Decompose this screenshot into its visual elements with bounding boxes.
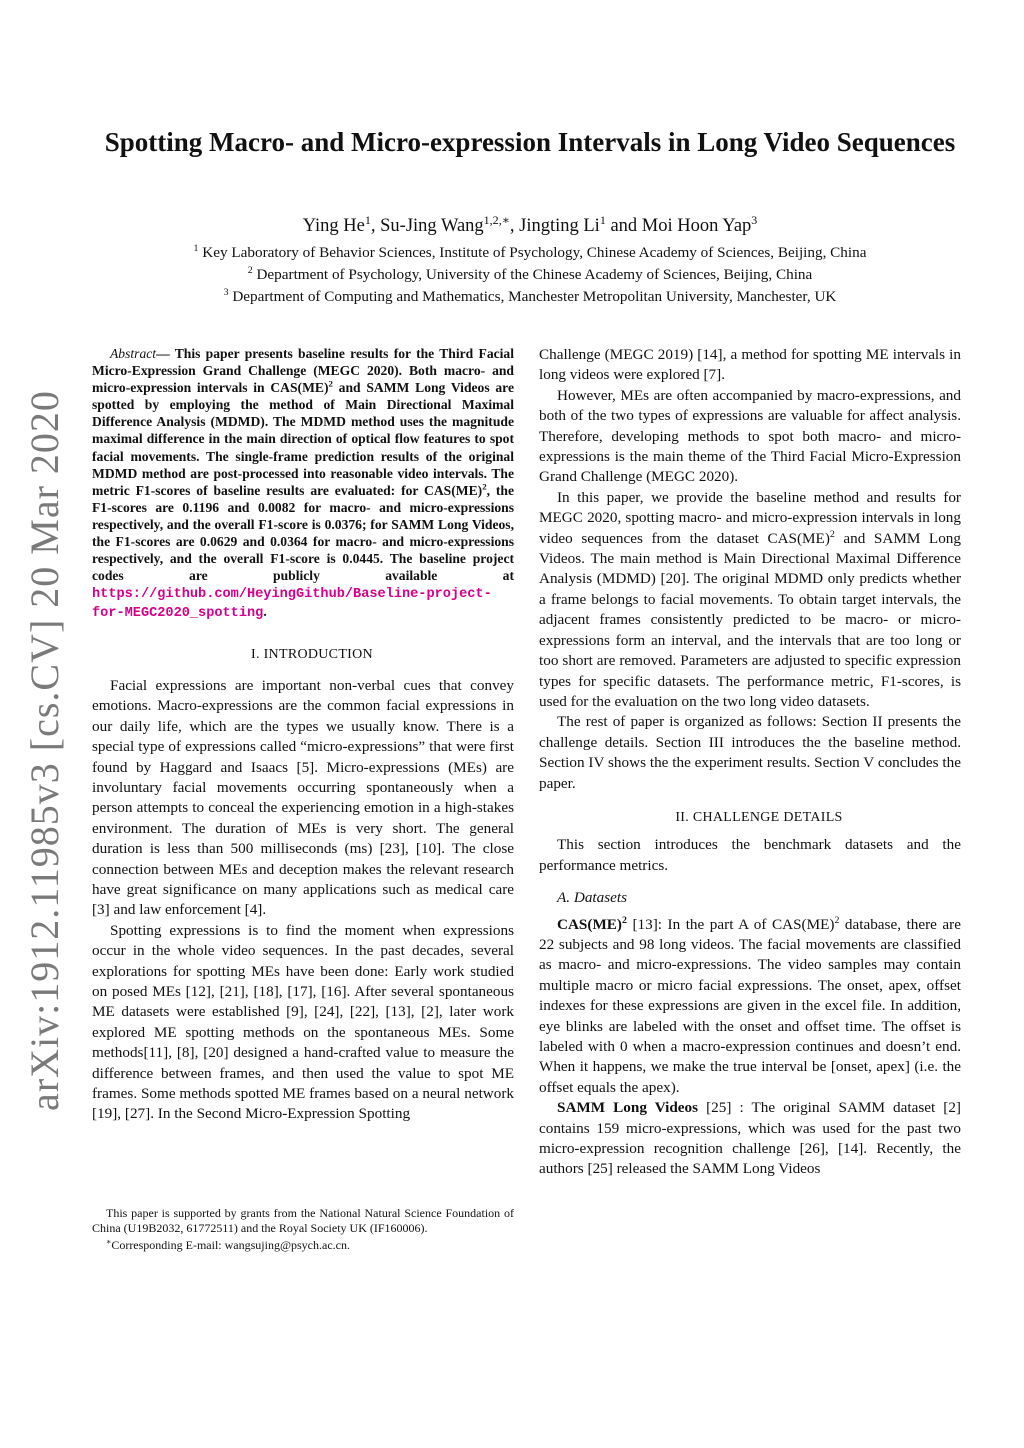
- right-column: [539, 345, 961, 1180]
- author-name: Jingting Li: [519, 216, 600, 236]
- abstract-sup: 2: [328, 378, 333, 389]
- right-paragraph-2: However, MEs are often accompanied by macro-expressions, and both of the two types of expressions are valuable for affect analysis. Therefore, developing methods to spot both macro- and micro-expressions is the main theme of the Third Facial Micro-Expression Grand Challenge (MEGC 2020).: [539, 386, 961, 486]
- affiliation-text: Department of Computing and Mathematics, Manchester Metropolitan University, Manchester, UK: [228, 288, 837, 305]
- affiliation-mark: 1: [193, 242, 199, 254]
- paragraph-sup: 2: [834, 914, 840, 926]
- paragraph-text: [13]: In the part A of CAS(ME): [626, 915, 835, 933]
- affiliation-text: Department of Psychology, University of the Chinese Academy of Sciences, Beijing, China: [252, 266, 813, 283]
- arxiv-sidebar: [4, 389, 84, 1111]
- section-heading-introduction: I. INTRODUCTION: [251, 646, 373, 662]
- footnote-mark: ∗: [106, 1237, 112, 1246]
- cas-paragraph: [539, 915, 961, 1099]
- abstract-text: and SAMM Long Videos are spotted by employing the method of Main Directional Maximal Difference Analysis (MDMD). The MDMD method uses the magnitude maximal difference in the main direction of optical flow features to spot facial movements. The single-frame prediction results of the original MDMD method are post-processed into reasonable video intervals. The metric F1-scores of baseline results are evaluated: for CAS(ME): [92, 380, 514, 498]
- affiliation-line: [100, 242, 960, 264]
- paragraph-text: database, there are 22 subjects and 98 long videos. The facial movements are classified as macro- and micro-expressions. The video samples may contain multiple macro or micro facial expressions. The onset, apex, offset indexes for these expressions are given in the excel file. In addition, eye blinks are labeled with the onset and offset time. The offset is labeled with 0 when a macro-expression continues and doesn’t end. When it happens, we make the true interval be [onset, apex] (i.e. the offset equals the apex).: [539, 915, 961, 1096]
- abstract-sup: 2: [482, 481, 487, 492]
- paper-title: Spotting Macro- and Micro-expression Intervals in Long Video Sequences: [104, 127, 956, 157]
- challenge-paragraph: This section introduces the benchmark datasets and the performance metrics.: [539, 836, 961, 874]
- affiliation-text: Key Laboratory of Behavior Sciences, Institute of Psychology, Chinese Academy of Sciences, Beijing, China: [198, 244, 867, 261]
- cas-label-text: CAS(ME): [557, 915, 622, 933]
- author-name: Su-Jing Wang: [380, 216, 484, 236]
- author-affil-mark: 1: [599, 212, 606, 227]
- abstract-label: Abstract: [110, 346, 157, 361]
- abstract-dash: —: [156, 346, 175, 361]
- intro-paragraph-1: Facial expressions are important non-verbal cues that convey emotions. Macro-expressions are the common facial expressions in our daily life, which are the types we usually know. There is a special type of expressions called “micro-expressions” that were first found by Haggard and Isaacs [5]. Micro-expressions (MEs) are involuntary facial movements occurring spontaneously when a person attempts to conceal the experiencing emotion in a high-stakes environment. The duration of MEs is very short. The general duration is less than 500 milliseconds (ms) [23], [10]. The close connection between MEs and deception makes the relevant research have great significance on many applications such as medical care [3] and law enforcement [4].: [92, 676, 514, 919]
- paragraph-text: [25] : The original SAMM dataset [2] contains 159 micro-expressions, which was used for the past two micro-expression recognition challenge [26], [14]. Recently, the authors [25] released the SAMM Long Videos: [539, 1099, 961, 1178]
- github-link[interactable]: https://github.com/HeyingGithub/Baseline-project-for-MEGC2020_spotting: [92, 587, 492, 622]
- affiliation-line: [100, 286, 960, 308]
- author-separator: ,: [509, 216, 520, 236]
- arxiv-id-stamp: arXiv:1912.11985v3 [cs.CV] 20 Mar 2020: [21, 389, 67, 1111]
- footnote-text: Corresponding E-mail: wangsujing@psych.ac.cn.: [111, 1238, 350, 1252]
- footnotes: [92, 1206, 514, 1253]
- right-paragraph-4: The rest of paper is organized as follows: Section II presents the challenge details. Section III introduces the the baseline method. Section IV shows the the experiment results. Section V concludes the paper.: [539, 713, 961, 792]
- footnote-corresponding: [92, 1238, 514, 1253]
- abstract-text: , the F1-scores are 0.1196 and 0.0082 for macro- and micro-expressions respectively, and the overall F1-score is 0.0376; for SAMM Long Videos, the F1-scores are 0.0629 and 0.0364 for macro- and micro-expressions respectively, and the overall F1-score is 0.0445. The baseline project codes are publicly available at: [92, 482, 514, 584]
- cas-label: [557, 916, 627, 933]
- affiliation-mark: 2: [247, 264, 253, 276]
- footnote-funding: This paper is supported by grants from the National Natural Science Foundation of China (U19B2032, 61772511) and the Royal Society UK (IF160006).: [92, 1206, 514, 1235]
- author-name: Moi Hoon Yap: [641, 216, 752, 236]
- affiliation-line: [100, 264, 960, 286]
- author-affil-mark: 3: [751, 212, 758, 227]
- right-paragraph-1: Challenge (MEGC 2019) [14], a method for spotting ME intervals in long videos were explored [7].: [539, 346, 961, 384]
- author-affil-mark: 1: [364, 212, 371, 227]
- author-name: Ying He: [302, 216, 365, 236]
- samm-paragraph: [539, 1098, 961, 1180]
- author-separator: and: [605, 216, 642, 236]
- author-list: [100, 212, 960, 237]
- paragraph-sup: 2: [829, 528, 835, 540]
- affiliation-mark: 3: [223, 286, 229, 298]
- abstract-text: This paper presents baseline results for the Third Facial Micro-Expression Grand Challenge (MEGC 2020). Both macro- and micro-expression intervals in CAS(ME): [92, 346, 514, 396]
- paragraph-text: and SAMM Long Videos. The main method is Main Directional Maximal Difference Analysis (MDMD) [20]. The original MDMD only predicts whether a frame belongs to facial movements. To obtain target intervals, the adjacent frames consistently predicted to be macro- or micro-expressions form an interval, and the intervals that are too long or too short are removed. Parameters are adjusted to specific expression types for specific datasets. The performance metric, F1-scores, is used for the evaluation on the two long video datasets.: [539, 529, 961, 710]
- subsection-heading-datasets: A. Datasets: [557, 889, 628, 907]
- paragraph-text: In this paper, we provide the baseline method and results for MEGC 2020, spotting macro- and micro-expression intervals in long video sequences from the dataset CAS(ME): [539, 488, 961, 547]
- abstract: [92, 345, 514, 623]
- cas-label-sup: 2: [621, 914, 627, 926]
- author-separator: ,: [370, 216, 381, 236]
- samm-label: SAMM Long Videos: [557, 1099, 699, 1117]
- affiliation-list: [100, 242, 960, 308]
- left-column: [92, 345, 514, 1125]
- author-affil-mark: 1,2,∗: [483, 212, 510, 227]
- section-heading-challenge: II. CHALLENGE DETAILS: [675, 809, 843, 825]
- abstract-end: .: [263, 604, 267, 620]
- right-paragraph-3: [539, 488, 961, 712]
- intro-paragraph-2: Spotting expressions is to find the moment when expressions occur in the whole video sequences. In the past decades, several explorations for spotting MEs have been done: Early work studied on posed MEs [12], [21], [18], [17], [16]. After several spontaneous ME datasets were established [9], [24], [22], [13], [2], later work explored ME spotting methods on the spontaneous MEs. Some methods[11], [8], [20] designed a hand-crafted value to measure the difference between frames, and then used the value to spot ME frames. Some methods spotted ME frames based on a neural network [19], [27]. In the Second Micro-Expression Spotting: [92, 921, 514, 1123]
